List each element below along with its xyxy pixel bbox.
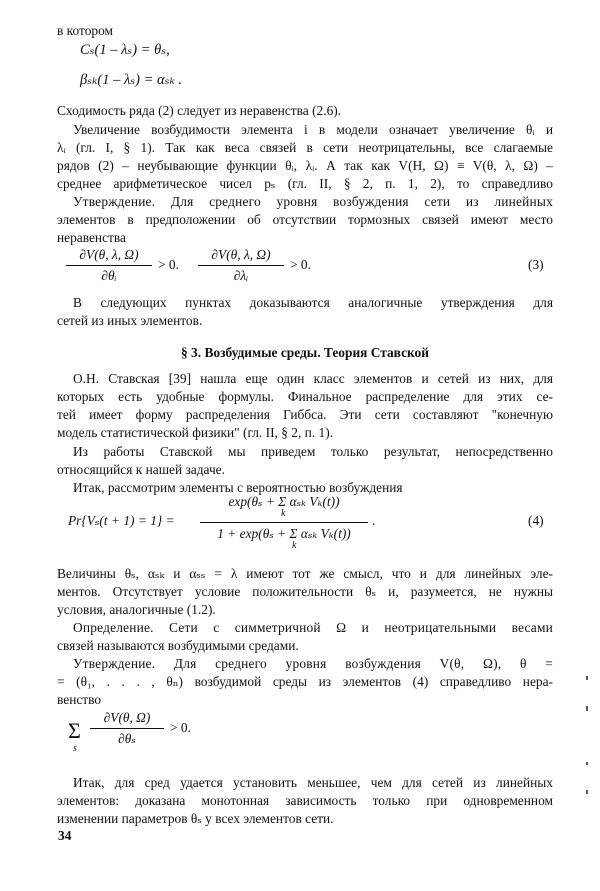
- equation-number-4: (4): [528, 513, 544, 528]
- formula-1: Cₛ(1 – λₛ) = θₛ,: [80, 42, 170, 58]
- text-line: Итак, для сред удается установить меньшее, чем для сетей из линейных: [73, 775, 553, 790]
- formula-3-relation-1: > 0.: [158, 257, 179, 272]
- formula-4-lhs: Pr{Vₛ(t + 1) = 1} =: [68, 513, 175, 528]
- text-line: сетей из иных элементов.: [57, 313, 203, 328]
- formula-5-numerator: ∂V(θ, Ω): [103, 710, 151, 725]
- scan-artifact: [586, 790, 588, 794]
- text-line: Итак, рассмотрим элементы с вероятностью возбуждения: [73, 480, 403, 495]
- text-line: Из работы Ставской мы приведем только результат, непосредственно: [73, 444, 553, 459]
- text-line: Сходимость ряда (2) следует из неравенства (2.6).: [57, 103, 342, 118]
- text-line: Определение. Сети с симметричной Ω и неотрицательными весами: [73, 620, 553, 635]
- text-line: модель статистической физики" (гл. II, § 2, п. 1).: [57, 425, 334, 440]
- text-line: рядов (2) – неубывающие функции θᵢ, λᵢ. А так как V(H, Ω) ≡ V(θ, λ, Ω) –: [57, 158, 553, 173]
- formula-5-relation: > 0.: [170, 720, 191, 735]
- formula-5-sum-sign: Σ: [68, 718, 81, 743]
- text-line: связей называются возбудимыми средами.: [57, 638, 299, 653]
- formula-5-sum-index: s: [73, 743, 77, 754]
- formula-5-denominator: ∂θₛ: [118, 731, 136, 746]
- formula-3-numerator-2: ∂V(θ, λ, Ω): [211, 247, 271, 262]
- equation-number-3: (3): [528, 257, 544, 272]
- formula-3-denominator-1: ∂θᵢ: [101, 268, 117, 283]
- text-line: О.Н. Ставская [39] нашла еще один класс элементов и сетей из них, для: [73, 371, 553, 386]
- text-line: которых есть удобные формулы. Финальное распределение для этих се-: [57, 389, 553, 404]
- text-line: Утверждение. Для среднего уровня возбуждения сети из линейных: [73, 194, 553, 209]
- page-number: 34: [58, 828, 72, 843]
- text-line: изменении параметров θₛ у всех элементов сети.: [57, 811, 334, 826]
- text-line: условия, аналогичные (1.2).: [57, 602, 216, 617]
- text-line: λᵢ (гл. I, § 1). Так как веса связей в сети неотрицательны, все слагаемые: [57, 140, 553, 155]
- fraction-bar: [198, 265, 284, 266]
- formula-4-numerator-index: k: [281, 508, 286, 519]
- fraction-bar: [200, 522, 368, 523]
- fraction-bar: [90, 728, 164, 729]
- text-line: венство: [57, 692, 102, 707]
- text-line: элементов в предположении об отсутствии тормозных связей имеют место: [57, 212, 553, 227]
- text-line: элементов: доказана монотонная зависимость только при одновременном: [57, 793, 553, 808]
- text-line: В следующих пунктах доказываются аналогичные утверждения для: [73, 295, 553, 310]
- formula-4-denominator: 1 + exp(θₛ + Σ αₛₖ Vₖ(t)): [217, 526, 351, 541]
- section-heading: § 3. Возбудимые среды. Теория Ставской: [181, 345, 429, 360]
- formula-4-period: .: [372, 513, 376, 528]
- scan-artifact: [586, 762, 588, 765]
- formula-3-relation-2: > 0.: [290, 257, 311, 272]
- text-line: относящийся к нашей задаче.: [57, 462, 225, 477]
- formula-2: βₛₖ(1 – λₛ) = αₛₖ .: [80, 72, 183, 88]
- text-line: Увеличение возбудимости элемента i в модели означает увеличение θᵢ и: [73, 122, 553, 137]
- scan-artifact: [586, 706, 588, 711]
- scan-artifact: [586, 676, 588, 680]
- text-line: в котором: [57, 23, 113, 38]
- text-line: ментов. Отсутствует условие положительности θₛ и, разумеется, не нужны: [57, 584, 553, 599]
- formula-3-numerator-1: ∂V(θ, λ, Ω): [79, 247, 139, 262]
- formula-4-denominator-index: k: [292, 540, 297, 551]
- text-line: = (θ₁, . . . , θₙ) возбудимой среды из элементов (4) справедливо нера-: [57, 674, 553, 689]
- text-line: Утверждение. Для среднего уровня возбуждения V(θ, Ω), θ =: [73, 656, 553, 671]
- text-line: среднее арифметическое чисел pₛ (гл. II, § 2, п. 1, 2), то справедливо: [57, 176, 553, 191]
- text-line: неравенства: [57, 230, 126, 245]
- formula-4-numerator: exp(θₛ + Σ αₛₖ Vₖ(t)): [228, 494, 340, 509]
- fraction-bar: [66, 265, 152, 266]
- text-line: Величины θₛ, αₛₖ и αₛₛ = λ имеют тот же смысл, что и для линейных эле-: [57, 566, 553, 581]
- text-line: тей имеет форму распределения Гиббса. Эти сети составляют "конечную: [57, 407, 553, 422]
- formula-3-denominator-2: ∂λᵢ: [233, 268, 249, 283]
